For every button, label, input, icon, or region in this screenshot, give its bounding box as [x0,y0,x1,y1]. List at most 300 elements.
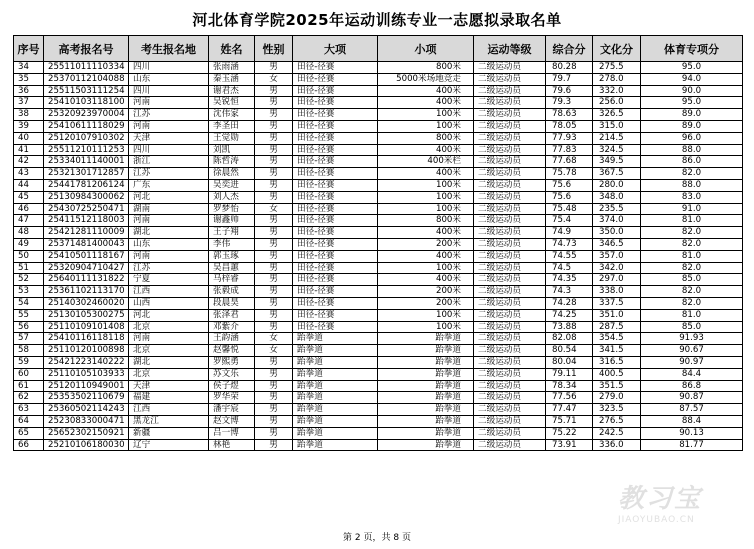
cell-exam-id: 25421223140222 [44,356,129,368]
cell-culture-score: 357.0 [593,250,641,262]
cell-event-group: 跆拳道 [293,356,378,368]
admission-table [13,35,743,451]
cell-name: 陈哲涛 [209,156,255,168]
cell-event: 跆拳道 [378,439,474,451]
cell-index: 55 [14,309,44,321]
cell-exam-id: 25370112104088 [44,73,129,85]
cell-gender: 男 [255,120,293,132]
cell-culture-score: 287.5 [593,321,641,333]
cell-level: 二级运动员 [474,215,546,227]
table-row [14,297,743,309]
table-row [14,144,743,156]
cell-culture-score: 349.5 [593,156,641,168]
cell-region: 北京 [129,368,209,380]
cell-event: 400米 [378,274,474,286]
cell-sport-score: 88.0 [641,179,743,191]
cell-name: 赵馨悦 [209,345,255,357]
cell-region: 四川 [129,144,209,156]
cell-level: 二级运动员 [474,333,546,345]
cell-exam-id: 25410116118118 [44,333,129,345]
cell-event-group: 田径-径赛 [293,168,378,180]
cell-gender: 男 [255,439,293,451]
cell-exam-id: 25110109101408 [44,321,129,333]
cell-level: 二级运动员 [474,297,546,309]
cell-index: 43 [14,168,44,180]
cell-index: 51 [14,262,44,274]
cell-exam-id: 25320904710427 [44,262,129,274]
table-row [14,250,743,262]
cell-exam-id: 25321301712857 [44,168,129,180]
table-row [14,262,743,274]
cell-index: 63 [14,404,44,416]
cell-name: 郭玉琢 [209,250,255,262]
cell-region: 江苏 [129,168,209,180]
cell-exam-id: 25411512118003 [44,215,129,227]
cell-event-group: 田径-径赛 [293,73,378,85]
cell-name: 吴昌蕙 [209,262,255,274]
cell-name: 刘人杰 [209,191,255,203]
cell-event-group: 跆拳道 [293,427,378,439]
cell-culture-score: 351.5 [593,380,641,392]
cell-culture-score: 280.0 [593,179,641,191]
cell-index: 64 [14,415,44,427]
table-row [14,345,743,357]
cell-name: 段晨昊 [209,297,255,309]
cell-gender: 男 [255,168,293,180]
cell-gender: 男 [255,392,293,404]
cell-level: 二级运动员 [474,109,546,121]
cell-gender: 女 [255,345,293,357]
cell-level: 二级运动员 [474,250,546,262]
cell-region: 江西 [129,286,209,298]
cell-name: 罗熙勇 [209,356,255,368]
cell-exam-id: 25230833000471 [44,415,129,427]
cell-level: 二级运动员 [474,156,546,168]
col-header-sport-score: 体育专项分 [641,36,743,62]
cell-sport-score: 86.8 [641,380,743,392]
cell-index: 49 [14,238,44,250]
cell-level: 二级运动员 [474,85,546,97]
cell-event-group: 田径-径赛 [293,203,378,215]
table-row [14,309,743,321]
table-row [14,286,743,298]
cell-sport-score: 82.0 [641,286,743,298]
cell-sport-score: 81.0 [641,250,743,262]
cell-gender: 男 [255,427,293,439]
cell-name: 秦玉涵 [209,73,255,85]
cell-gender: 男 [255,262,293,274]
cell-culture-score: 332.0 [593,85,641,97]
header-row [14,36,743,62]
table-row [14,97,743,109]
cell-level: 二级运动员 [474,191,546,203]
cell-exam-id: 25511210111253 [44,144,129,156]
cell-level: 二级运动员 [474,274,546,286]
cell-level: 二级运动员 [474,368,546,380]
cell-index: 59 [14,356,44,368]
cell-name: 李圣田 [209,120,255,132]
cell-event-group: 跆拳道 [293,392,378,404]
cell-sport-score: 90.0 [641,85,743,97]
cell-total-score: 74.73 [546,238,593,250]
cell-sport-score: 81.0 [641,215,743,227]
cell-name: 张泽君 [209,309,255,321]
cell-index: 56 [14,321,44,333]
cell-event-group: 跆拳道 [293,345,378,357]
cell-sport-score: 83.0 [641,191,743,203]
cell-sport-score: 91.93 [641,333,743,345]
cell-culture-score: 276.5 [593,415,641,427]
cell-total-score: 78.05 [546,120,593,132]
cell-sport-score: 86.0 [641,156,743,168]
cell-exam-id: 25210106180030 [44,439,129,451]
cell-index: 52 [14,274,44,286]
cell-culture-score: 348.0 [593,191,641,203]
cell-total-score: 74.9 [546,227,593,239]
cell-event: 400米 [378,168,474,180]
cell-index: 62 [14,392,44,404]
cell-region: 湖北 [129,356,209,368]
cell-event: 100米 [378,120,474,132]
cell-sport-score: 82.0 [641,168,743,180]
table-row [14,120,743,132]
cell-event: 跆拳道 [378,415,474,427]
cell-exam-id: 25511503111254 [44,85,129,97]
cell-event-group: 田径-径赛 [293,321,378,333]
cell-event: 100米 [378,179,474,191]
cell-region: 福建 [129,392,209,404]
cell-exam-id: 25410103118100 [44,97,129,109]
cell-event-group: 田径-径赛 [293,262,378,274]
table-row [14,179,743,191]
cell-gender: 男 [255,274,293,286]
cell-level: 二级运动员 [474,97,546,109]
cell-event-group: 田径-径赛 [293,250,378,262]
cell-region: 天津 [129,132,209,144]
cell-total-score: 82.08 [546,333,593,345]
cell-total-score: 75.71 [546,415,593,427]
table-row [14,109,743,121]
cell-region: 辽宁 [129,439,209,451]
cell-event-group: 田径-径赛 [293,286,378,298]
cell-event-group: 田径-径赛 [293,297,378,309]
cell-region: 江苏 [129,262,209,274]
cell-gender: 男 [255,144,293,156]
cell-index: 46 [14,203,44,215]
cell-total-score: 73.91 [546,439,593,451]
cell-level: 二级运动员 [474,309,546,321]
cell-culture-score: 346.5 [593,238,641,250]
cell-gender: 女 [255,333,293,345]
cell-gender: 男 [255,85,293,97]
cell-sport-score: 91.0 [641,203,743,215]
page-title: 河北体育学院2025年运动训练专业一志愿拟录取名单 [192,11,562,29]
cell-gender: 男 [255,132,293,144]
cell-index: 53 [14,286,44,298]
cell-culture-score: 275.5 [593,62,641,74]
cell-sport-score: 82.0 [641,262,743,274]
cell-culture-score: 279.0 [593,392,641,404]
cell-region: 河南 [129,215,209,227]
cell-region: 新疆 [129,427,209,439]
cell-total-score: 74.25 [546,309,593,321]
cell-total-score: 75.4 [546,215,593,227]
cell-total-score: 74.55 [546,250,593,262]
cell-index: 37 [14,97,44,109]
cell-culture-score: 324.5 [593,144,641,156]
cell-gender: 男 [255,380,293,392]
cell-event: 800米 [378,215,474,227]
cell-gender: 男 [255,179,293,191]
cell-name: 李伟 [209,238,255,250]
cell-name: 赵文博 [209,415,255,427]
cell-region: 河北 [129,191,209,203]
cell-event-group: 田径-径赛 [293,120,378,132]
table-body [14,62,743,451]
cell-culture-score: 297.0 [593,274,641,286]
cell-level: 二级运动员 [474,321,546,333]
cell-gender: 男 [255,404,293,416]
table-row [14,62,743,74]
cell-index: 36 [14,85,44,97]
cell-index: 48 [14,227,44,239]
cell-event: 200米 [378,286,474,298]
table-row [14,156,743,168]
cell-name: 刘凯 [209,144,255,156]
col-header-name: 姓名 [209,36,255,62]
cell-sport-score: 89.0 [641,109,743,121]
cell-name: 吴奕进 [209,179,255,191]
cell-total-score: 79.3 [546,97,593,109]
cell-region: 宁夏 [129,274,209,286]
cell-index: 50 [14,250,44,262]
cell-region: 黑龙江 [129,415,209,427]
cell-event: 400米 [378,85,474,97]
cell-sport-score: 89.0 [641,120,743,132]
cell-total-score: 80.04 [546,356,593,368]
col-header-gender: 性别 [255,36,293,62]
cell-gender: 男 [255,356,293,368]
cell-name: 马梓睿 [209,274,255,286]
cell-culture-score: 214.5 [593,132,641,144]
cell-index: 35 [14,73,44,85]
cell-total-score: 75.48 [546,203,593,215]
cell-index: 54 [14,297,44,309]
cell-gender: 男 [255,109,293,121]
cell-name: 邓紫介 [209,321,255,333]
cell-culture-score: 242.5 [593,427,641,439]
table-row [14,333,743,345]
cell-gender: 男 [255,297,293,309]
cell-region: 天津 [129,380,209,392]
cell-event-group: 田径-径赛 [293,62,378,74]
cell-gender: 男 [255,97,293,109]
cell-total-score: 74.28 [546,297,593,309]
cell-level: 二级运动员 [474,404,546,416]
cell-event-group: 田径-径赛 [293,144,378,156]
cell-level: 二级运动员 [474,73,546,85]
cell-total-score: 77.83 [546,144,593,156]
cell-level: 二级运动员 [474,439,546,451]
cell-name: 徐晨然 [209,168,255,180]
cell-sport-score: 96.0 [641,132,743,144]
cell-region: 河南 [129,333,209,345]
cell-region: 湖南 [129,203,209,215]
cell-exam-id: 25511011110334 [44,62,129,74]
cell-event-group: 跆拳道 [293,404,378,416]
cell-name: 谢鑫帅 [209,215,255,227]
col-header-culture-score: 文化分 [593,36,641,62]
cell-event: 跆拳道 [378,333,474,345]
cell-gender: 男 [255,62,293,74]
cell-culture-score: 400.5 [593,368,641,380]
cell-index: 65 [14,427,44,439]
cell-gender: 男 [255,156,293,168]
cell-region: 河南 [129,120,209,132]
cell-sport-score: 81.0 [641,309,743,321]
cell-total-score: 80.28 [546,62,593,74]
cell-sport-score: 95.0 [641,97,743,109]
table-row [14,168,743,180]
cell-total-score: 74.5 [546,262,593,274]
cell-total-score: 75.78 [546,168,593,180]
cell-index: 66 [14,439,44,451]
cell-total-score: 75.22 [546,427,593,439]
cell-name: 王韵涵 [209,333,255,345]
cell-gender: 女 [255,203,293,215]
cell-level: 二级运动员 [474,356,546,368]
cell-sport-score: 84.4 [641,368,743,380]
col-header-region: 考生报名地 [129,36,209,62]
cell-event-group: 田径-径赛 [293,85,378,97]
cell-region: 江苏 [129,109,209,121]
cell-gender: 男 [255,250,293,262]
cell-name: 沈伟家 [209,109,255,121]
cell-sport-score: 90.87 [641,392,743,404]
cell-total-score: 75.6 [546,191,593,203]
cell-name: 张雨涵 [209,62,255,74]
cell-name: 吕一博 [209,427,255,439]
cell-index: 44 [14,179,44,191]
cell-sport-score: 85.0 [641,274,743,286]
cell-total-score: 74.3 [546,286,593,298]
cell-exam-id: 25421281110009 [44,227,129,239]
cell-index: 58 [14,345,44,357]
cell-event: 跆拳道 [378,356,474,368]
cell-region: 四川 [129,62,209,74]
cell-event: 200米 [378,238,474,250]
cell-sport-score: 88.0 [641,144,743,156]
col-header-event-group: 大项 [293,36,378,62]
cell-exam-id: 25110120100898 [44,345,129,357]
cell-level: 二级运动员 [474,62,546,74]
cell-event: 400米 [378,97,474,109]
cell-name: 谢君杰 [209,85,255,97]
table-row [14,132,743,144]
cell-event: 800米 [378,132,474,144]
cell-event: 400米 [378,250,474,262]
table-row [14,392,743,404]
cell-sport-score: 81.77 [641,439,743,451]
cell-name: 罗华荣 [209,392,255,404]
cell-region: 北京 [129,321,209,333]
cell-event-group: 跆拳道 [293,368,378,380]
cell-culture-score: 256.0 [593,97,641,109]
cell-event-group: 田径-径赛 [293,132,378,144]
cell-sport-score: 90.97 [641,356,743,368]
cell-total-score: 79.11 [546,368,593,380]
cell-exam-id: 25334011140001 [44,156,129,168]
col-header-level: 运动等级 [474,36,546,62]
cell-event: 100米 [378,109,474,121]
cell-event: 跆拳道 [378,404,474,416]
watermark-text: 教习宝 [618,484,703,514]
cell-index: 38 [14,109,44,121]
cell-total-score: 75.6 [546,179,593,191]
cell-exam-id: 25120107910302 [44,132,129,144]
cell-sport-score: 90.13 [641,427,743,439]
cell-region: 北京 [129,345,209,357]
cell-index: 47 [14,215,44,227]
cell-event-group: 田径-径赛 [293,109,378,121]
cell-level: 二级运动员 [474,345,546,357]
cell-level: 二级运动员 [474,120,546,132]
table-row [14,321,743,333]
cell-event: 跆拳道 [378,380,474,392]
cell-event-group: 田径-径赛 [293,191,378,203]
cell-total-score: 74.35 [546,274,593,286]
table-row [14,380,743,392]
cell-culture-score: 354.5 [593,333,641,345]
cell-culture-score: 323.5 [593,404,641,416]
cell-event: 400米 [378,144,474,156]
cell-event: 200米 [378,297,474,309]
page-footer: 第 2 页，共 8 页 [343,533,411,543]
col-header-total-score: 综合分 [546,36,593,62]
cell-region: 山东 [129,238,209,250]
cell-exam-id: 25130984300062 [44,191,129,203]
cell-event-group: 跆拳道 [293,439,378,451]
cell-event: 跆拳道 [378,368,474,380]
cell-exam-id: 25320923970004 [44,109,129,121]
cell-region: 四川 [129,85,209,97]
cell-event: 400米栏 [378,156,474,168]
cell-total-score: 78.34 [546,380,593,392]
cell-level: 二级运动员 [474,238,546,250]
cell-event-group: 田径-径赛 [293,227,378,239]
cell-index: 61 [14,380,44,392]
cell-gender: 男 [255,215,293,227]
cell-region: 浙江 [129,156,209,168]
cell-exam-id: 25130105300275 [44,309,129,321]
table-row [14,191,743,203]
cell-index: 41 [14,144,44,156]
table-row [14,73,743,85]
cell-culture-score: 337.5 [593,297,641,309]
table-row [14,356,743,368]
cell-level: 二级运动员 [474,427,546,439]
cell-total-score: 73.88 [546,321,593,333]
cell-gender: 男 [255,368,293,380]
cell-index: 45 [14,191,44,203]
cell-event-group: 田径-径赛 [293,309,378,321]
table-row [14,215,743,227]
cell-event: 跆拳道 [378,345,474,357]
cell-event: 100米 [378,203,474,215]
cell-region: 广东 [129,179,209,191]
cell-total-score: 77.93 [546,132,593,144]
cell-region: 河南 [129,250,209,262]
